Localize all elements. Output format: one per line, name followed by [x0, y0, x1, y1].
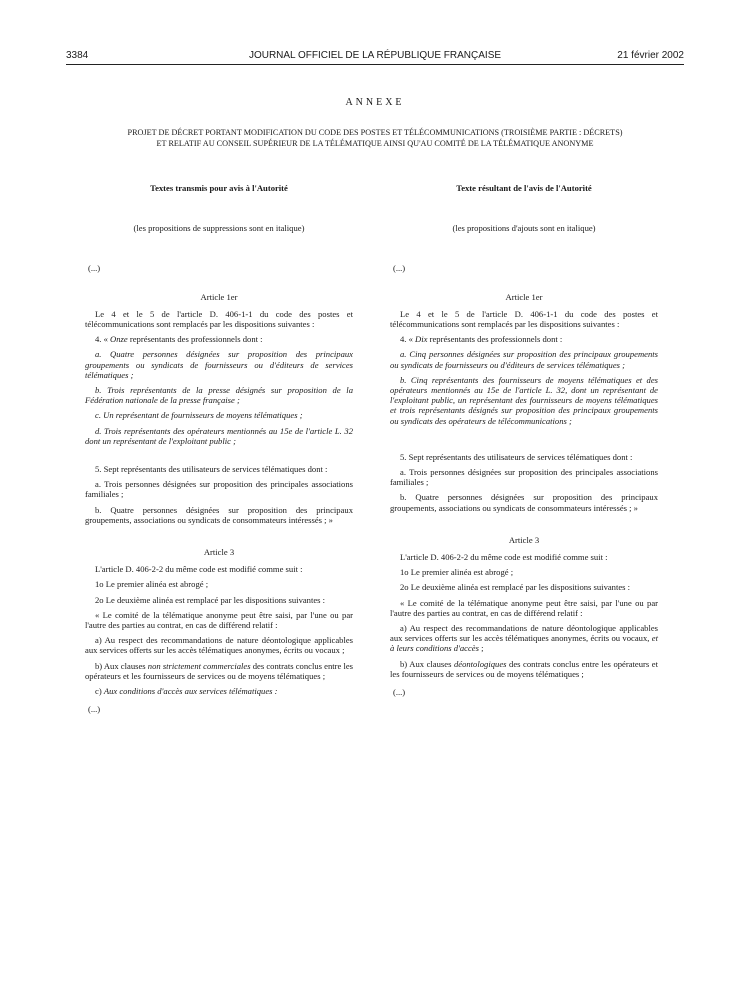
- right-column: [390, 183, 658, 702]
- text-run: b) Aux clauses: [95, 660, 148, 671]
- text-run: 4. «: [400, 334, 416, 345]
- right-paragraph: « Le comité de la télématique anonyme peut être saisi, par l'une ou par l'autre des parties au contrat, en cas de différend relatif :: [390, 597, 658, 618]
- decree-title-line-1: PROJET DE DÉCRET PORTANT MODIFICATION DU CODE DES POSTES ET TÉLÉCOMMUNICATIONS (TROISIÈME PARTIE : DÉCRETS): [127, 128, 623, 137]
- right-paragraph: 2o Le deuxième alinéa est remplacé par les dispositions suivantes :: [400, 582, 631, 593]
- right-paragraph: 1o Le premier alinéa est abrogé ;: [400, 567, 514, 578]
- italic-run: et à leurs conditions d'accès: [390, 633, 658, 654]
- left-paragraph: 2o Le deuxième alinéa est remplacé par les dispositions suivantes :: [95, 594, 326, 605]
- left-paragraph: b. Quatre personnes désignées sur proposition des principaux groupements, associations ou syndicats de consommateurs intéressés ; »: [85, 504, 353, 525]
- left-article-3-title: Article 3: [203, 547, 235, 558]
- left-paragraph: 1o Le premier alinéa est abrogé ;: [95, 579, 209, 590]
- page-number: 3384: [66, 50, 89, 61]
- left-paragraph: [85, 686, 353, 696]
- left-paragraph: « Le comité de la télématique anonyme peut être saisi, par l'une ou par l'autre des parties au contrat, en cas de différend relatif :: [85, 609, 353, 631]
- right-ellipsis-end: (...): [393, 687, 406, 698]
- decree-title-line-2: ET RELATIF AU CONSEIL SUPÉRIEUR DE LA TÉLÉMATIQUE AINSI QU'AU COMITÉ DE LA TÉLÉMATIQUE ANONYME: [156, 139, 594, 148]
- italic-run: Dix: [415, 334, 428, 345]
- text-run: représentants des professionnels dont :: [427, 334, 563, 345]
- text-run: c): [95, 686, 104, 697]
- header-rule: [66, 64, 684, 65]
- right-paragraph: Le 4 et le 5 de l'article D. 406-1-1 du code des postes et télécommunications sont remplacés par les dispositions suivantes :: [390, 308, 658, 330]
- italic-run: déontologiques: [453, 658, 507, 669]
- left-paragraph: a) Au respect des recommandations de nature déontologique applicables aux services offerts sur les accès télématiques anonymes, écrits ou vocaux ;: [85, 635, 353, 656]
- italic-run: Aux conditions d'accès aux services télématiques :: [103, 686, 278, 697]
- left-heading: Textes transmis pour avis à l'Autorité: [150, 183, 288, 193]
- left-paragraph: [85, 334, 353, 344]
- italic-run: d. Trois représentants des opérateurs mentionnés au 15e de l'article L. 32 dont un représentant de l'exploitant public ;: [85, 425, 353, 446]
- right-article-3-title: Article 3: [508, 534, 540, 545]
- right-paragraph: a. Trois personnes désignées sur proposition des principales associations familiales ;: [390, 467, 658, 488]
- text-run: a) Au respect des recommandations de nature déontologique applicables aux services offerts sur les accès télématiques anonymes, écrits ou vocaux,: [390, 623, 658, 644]
- left-column: [85, 183, 353, 720]
- italic-run: b. Cinq représentants des fournisseurs de moyens télématiques et des opérateurs mentionnés au 15e de l'article L. 32, dont un représentant de l'exploitant public, un représentant des fournisseurs de moyens télématiques et trois représentants désignés sur proposition des principaux groupements ou syndicats des opérateurs de télécommunications ;: [390, 374, 658, 426]
- text-run: ;: [478, 643, 484, 654]
- right-article-1-title: Article 1er: [505, 291, 543, 302]
- italic-run: a. Quatre personnes désignées sur proposition des principaux groupements ou syndicats de fournisseurs ou d'éditeurs de services télématiques ;: [85, 349, 353, 380]
- right-ellipsis: (...): [393, 263, 406, 274]
- right-paragraph: 5. Sept représentants des utilisateurs de services télématiques dont :: [400, 451, 633, 462]
- left-paragraph: 5. Sept représentants des utilisateurs de services télématiques dont :: [95, 464, 328, 475]
- right-paragraph: [390, 623, 658, 654]
- italic-run: non strictement commerciales: [147, 660, 251, 671]
- left-paragraph: a. Trois personnes désignées sur proposition des principales associations familiales ;: [85, 479, 353, 500]
- right-paragraph: [390, 375, 658, 426]
- right-paragraph: [390, 349, 658, 369]
- text-run: des contrats conclus entre les opérateurs et les fournisseurs de services ou de moyens télématiques ;: [390, 658, 658, 679]
- left-article-1-title: Article 1er: [200, 291, 238, 302]
- italic-run: a. Cinq personnes désignées sur proposition des principaux groupements ou syndicats de fournisseurs ou d'éditeurs de services télématiques ;: [390, 349, 658, 370]
- left-paragraph: [85, 349, 353, 380]
- italic-run: Onze: [110, 334, 128, 345]
- decree-title: [66, 127, 684, 149]
- right-heading: Texte résultant de l'avis de l'Autorité: [456, 183, 592, 193]
- left-ellipsis-end: (...): [88, 704, 101, 715]
- left-paragraph: Le 4 et le 5 de l'article D. 406-1-1 du code des postes et télécommunications sont remplacés par les dispositions suivantes :: [85, 308, 353, 330]
- right-paragraph: [390, 659, 658, 679]
- right-paragraph: L'article D. 406-2-2 du même code est modifié comme suit :: [400, 552, 608, 563]
- publication-date: 21 février 2002: [617, 50, 684, 61]
- text-run: b) Aux clauses: [400, 658, 454, 669]
- text-run: 4. «: [95, 334, 111, 345]
- left-note: (les propositions de suppressions sont en italique): [133, 223, 305, 234]
- text-run: des contrats conclus entre les opérateurs et les fournisseurs de services ou de moyens télématiques ;: [85, 660, 354, 681]
- left-paragraph: [85, 426, 353, 446]
- journal-title: JOURNAL OFFICIEL DE LA RÉPUBLIQUE FRANÇAISE: [248, 50, 502, 61]
- right-paragraph: [390, 334, 658, 344]
- annexe-title: ANNEXE: [345, 97, 405, 108]
- right-note: (les propositions d'ajouts sont en italique): [452, 223, 596, 234]
- left-paragraph: [85, 410, 353, 420]
- left-paragraph: [85, 385, 353, 405]
- italic-run: c. Un représentant de fournisseurs de moyens télématiques ;: [95, 410, 303, 421]
- left-ellipsis: (...): [88, 263, 101, 274]
- left-paragraph: L'article D. 406-2-2 du même code est modifié comme suit :: [95, 564, 303, 575]
- left-paragraph: [85, 661, 353, 681]
- italic-run: b. Trois représentants de la presse désignés sur proposition de la Fédération nationale de la presse française ;: [85, 385, 353, 406]
- page-header: [66, 50, 684, 64]
- text-run: représentants des professionnels dont :: [127, 334, 263, 345]
- right-paragraph: b. Quatre personnes désignées sur proposition des principaux groupements, associations ou syndicats de consommateurs intéressés ; »: [390, 492, 658, 513]
